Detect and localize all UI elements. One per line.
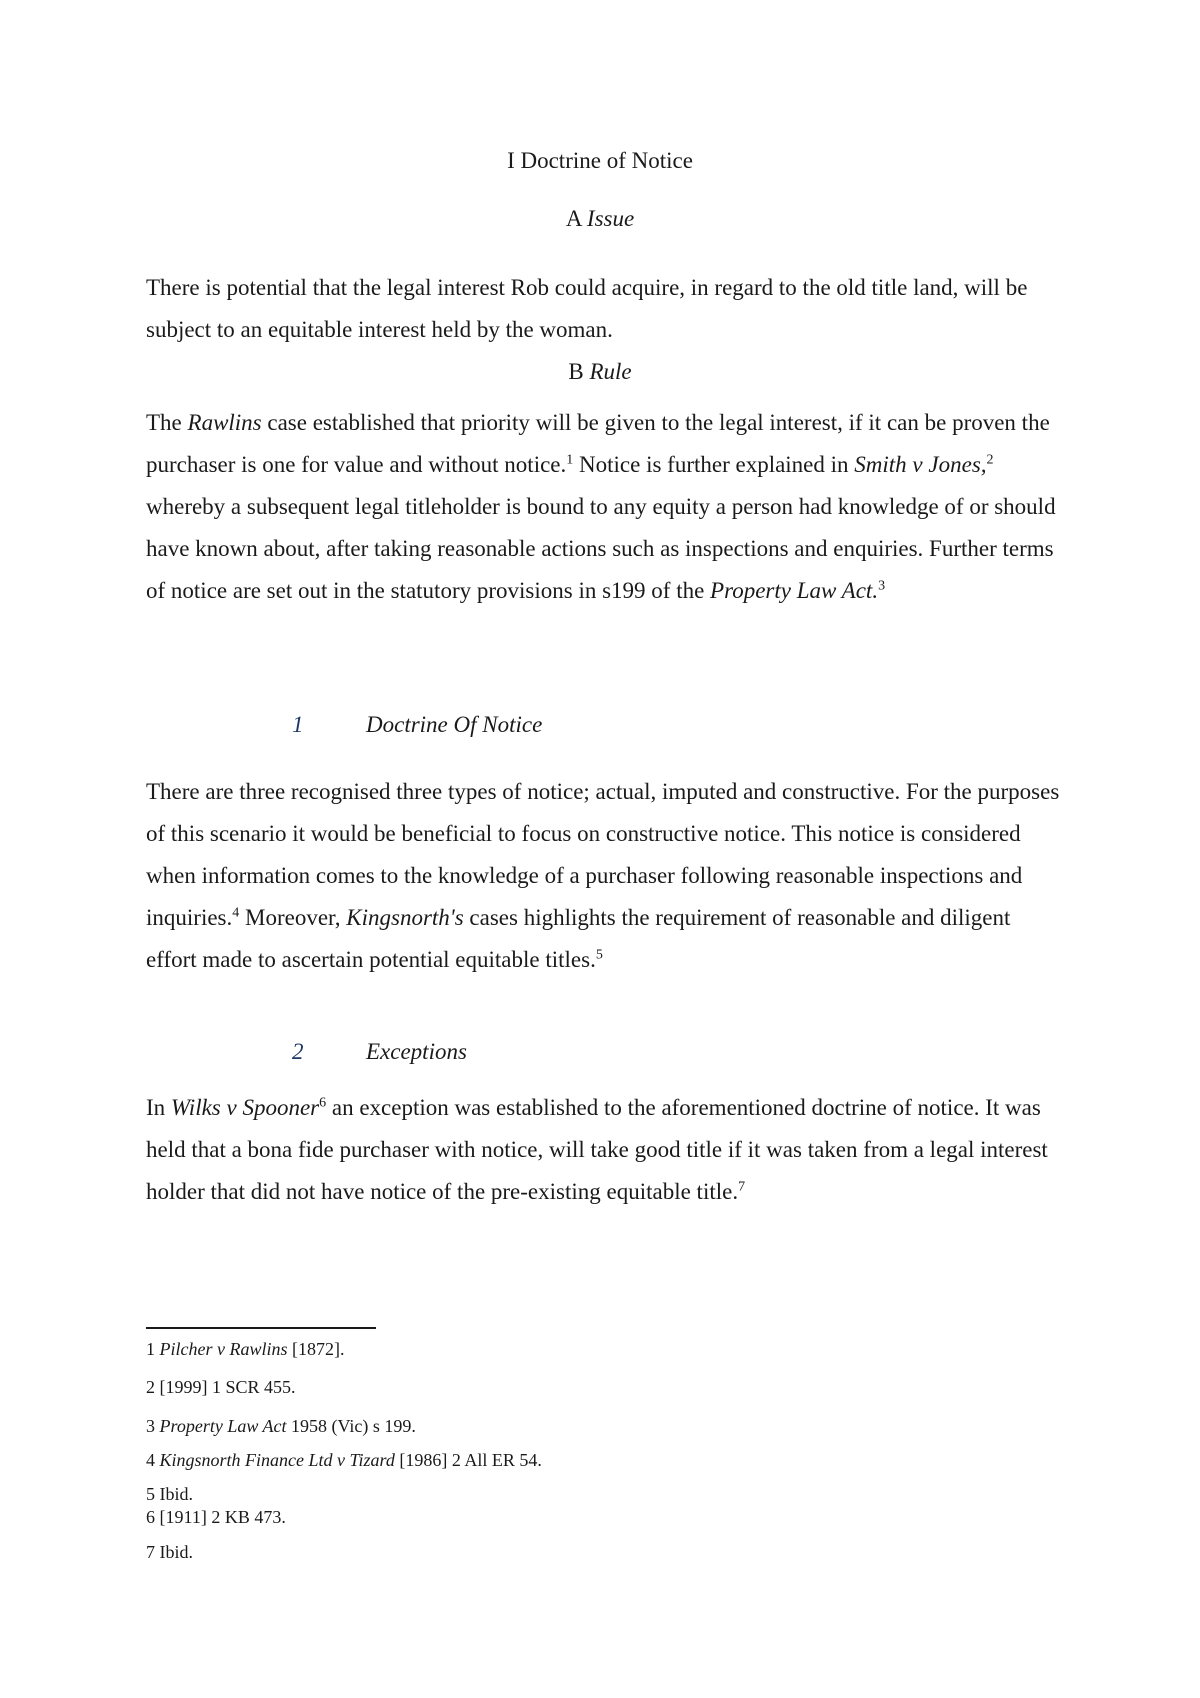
footnote-text: Ibid. bbox=[159, 1484, 193, 1504]
rule-label: Rule bbox=[589, 359, 632, 384]
section-2-title: Exceptions bbox=[366, 1039, 467, 1064]
footnote-ref-5[interactable]: 5 bbox=[595, 947, 603, 963]
footnote bbox=[146, 1415, 416, 1437]
text-run: In bbox=[146, 1095, 171, 1120]
document-title: I Doctrine of Notice bbox=[507, 148, 693, 173]
issue-heading bbox=[0, 204, 1200, 234]
text-run: The bbox=[146, 410, 188, 435]
footnote bbox=[146, 1541, 193, 1563]
text-run: case established that priority will be given to the legal interest, if it can be proven the purchaser is one for value and without notice. bbox=[146, 410, 1050, 477]
footnote-text: [1872]. bbox=[287, 1339, 345, 1359]
footnote-text: [1911] 2 KB 473. bbox=[159, 1507, 286, 1527]
rule-heading bbox=[0, 357, 1200, 387]
footnote-ref-4[interactable]: 4 bbox=[232, 905, 240, 921]
footnote-ref-2[interactable]: 2 bbox=[986, 452, 994, 468]
footnote bbox=[146, 1338, 344, 1360]
section-1-paragraph bbox=[146, 771, 1066, 981]
rule-paragraph bbox=[146, 402, 1066, 612]
text-run: There are three recognised three types of notice; actual, imputed and constructive. For the purposes of this scenario it would be beneficial to focus on constructive notice. This notice is considered when information comes to the knowledge of a purchaser following reasonable inspections and inquiries. bbox=[146, 779, 1060, 930]
footnote bbox=[146, 1449, 542, 1471]
footnote-ref-6[interactable]: 6 bbox=[319, 1095, 327, 1111]
text-run: whereby a subsequent legal titleholder is bound to any equity a person had knowledge of or should have known about, after taking reasonable actions such as inspections and enquiries. Further terms of notice are set out in the statutory provisions in s199 of the bbox=[146, 494, 1056, 603]
footnote-number: 5 bbox=[146, 1484, 155, 1504]
footnote-number: 1 bbox=[146, 1339, 155, 1359]
section-2-paragraph bbox=[146, 1087, 1066, 1213]
case-name-smith-v-jones: Smith v Jones, bbox=[854, 452, 987, 477]
section-2-number: 2 bbox=[292, 1039, 304, 1064]
act-name: Property Law Act. bbox=[710, 578, 879, 603]
footnote-italic: Property Law Act bbox=[159, 1416, 287, 1436]
footnote bbox=[146, 1506, 286, 1528]
footnote-number: 7 bbox=[146, 1542, 155, 1562]
footnote-number: 4 bbox=[146, 1450, 155, 1470]
footnote-ref-3[interactable]: 3 bbox=[878, 578, 886, 594]
issue-paragraph: There is potential that the legal interest Rob could acquire, in regard to the old title land, will be subject to an equitable interest held by the woman. bbox=[146, 275, 1028, 342]
footnote bbox=[146, 1376, 296, 1398]
text-run: an exception was established to the aforementioned doctrine of notice. It was held that a bona fide purchaser with notice, will take good title if it was taken from a legal interest holder that did not have notice of the pre-existing equitable title. bbox=[146, 1095, 1048, 1204]
footnote-ref-7[interactable]: 7 bbox=[738, 1179, 746, 1195]
footnote-text: [1986] 2 All ER 54. bbox=[394, 1450, 542, 1470]
case-name-rawlins: Rawlins bbox=[187, 410, 262, 435]
footnote-number: 3 bbox=[146, 1416, 155, 1436]
footnote-text: 1958 (Vic) s 199. bbox=[286, 1416, 416, 1436]
footnote-italic: Kingsnorth Finance Ltd v Tizard bbox=[159, 1450, 395, 1470]
issue-label: Issue bbox=[586, 206, 635, 231]
text-run: cases highlights the requirement of reasonable and diligent effort made to ascertain potential equitable titles. bbox=[146, 905, 1011, 972]
footnote-ref-1[interactable]: 1 bbox=[566, 452, 574, 468]
text-run: Notice is further explained in bbox=[573, 452, 855, 477]
issue-letter: A bbox=[565, 206, 582, 231]
rule-letter: B bbox=[568, 359, 584, 384]
footnote-separator bbox=[146, 1327, 376, 1329]
text-run: Moreover, bbox=[239, 905, 347, 930]
section-1-number: 1 bbox=[292, 712, 304, 737]
footnote-text: Ibid. bbox=[159, 1542, 193, 1562]
case-name-wilks-v-spooner: Wilks v Spooner bbox=[170, 1095, 320, 1120]
footnote-text: [1999] 1 SCR 455. bbox=[159, 1377, 296, 1397]
footnote-italic: Pilcher v Rawlins bbox=[159, 1339, 288, 1359]
section-1-title: Doctrine Of Notice bbox=[366, 712, 543, 737]
footnote-number: 2 bbox=[146, 1377, 155, 1397]
footnote-number: 6 bbox=[146, 1507, 155, 1527]
footnote bbox=[146, 1483, 193, 1505]
case-name-kingsnorth: Kingsnorth's bbox=[346, 905, 464, 930]
